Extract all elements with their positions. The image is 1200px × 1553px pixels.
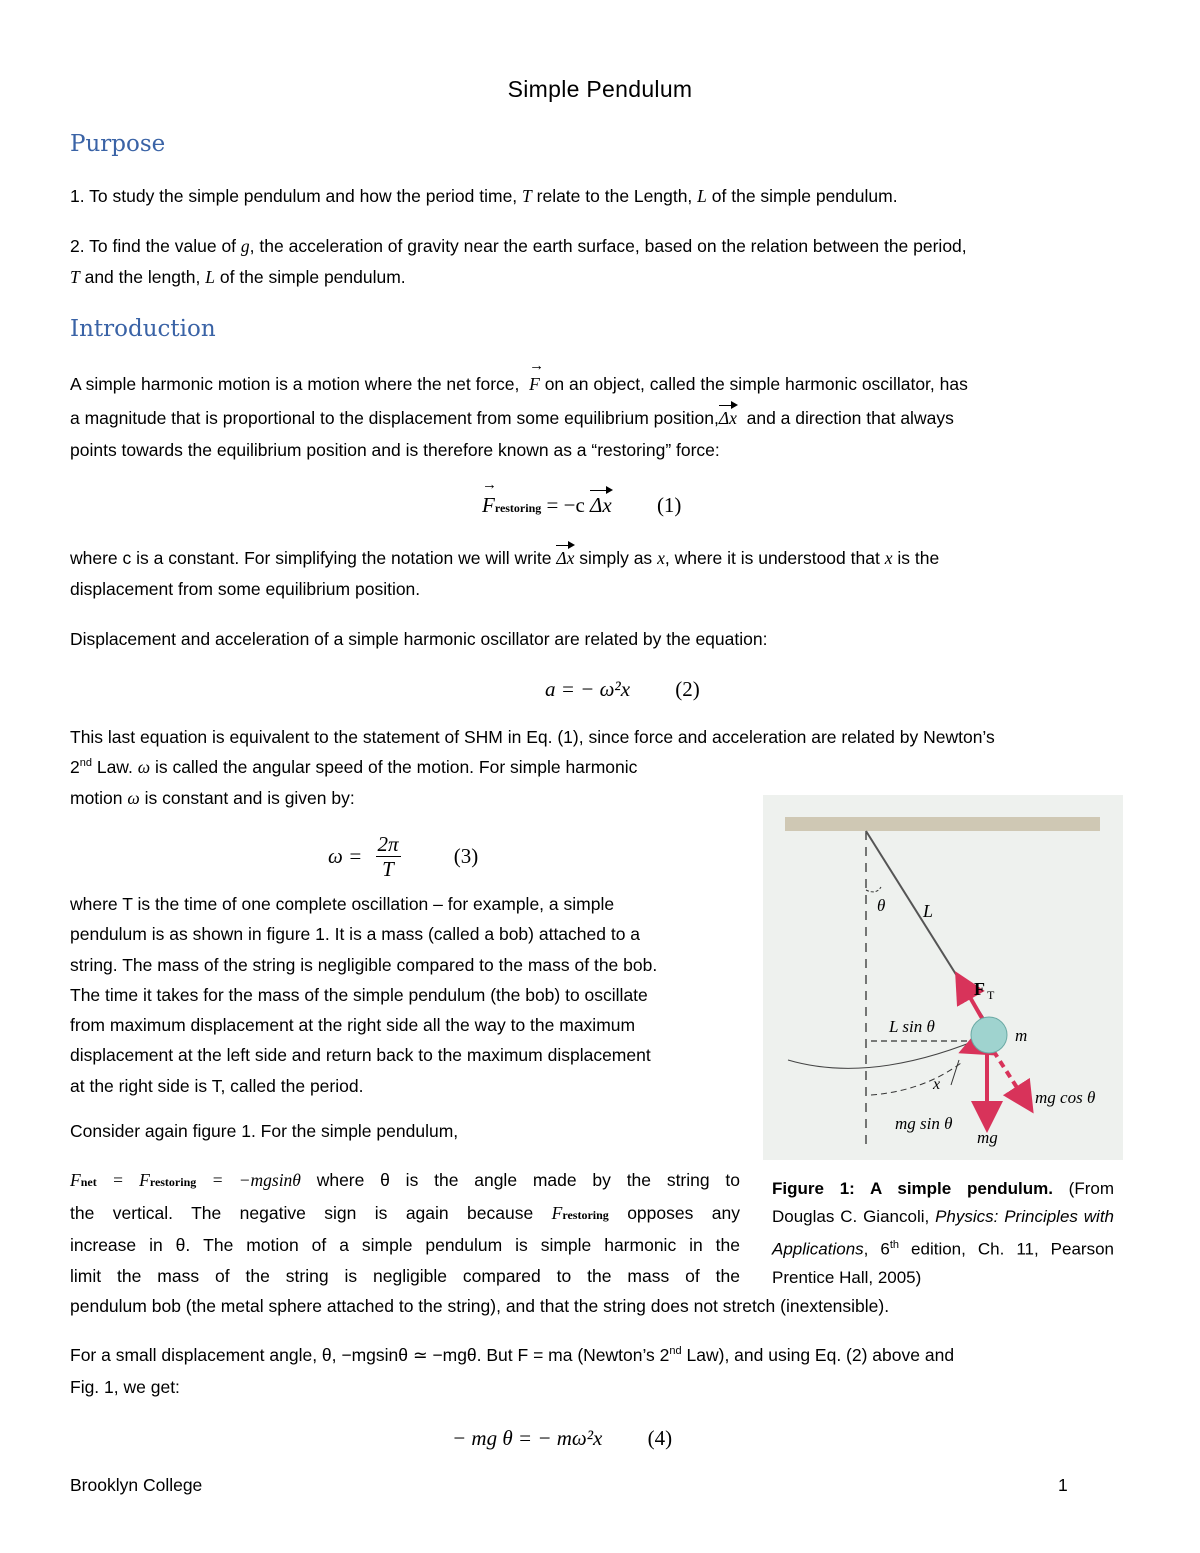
page-number: 1	[1058, 1475, 1068, 1495]
weight-label: mg	[977, 1128, 998, 1147]
intro-p1-line-1: A simple harmonic motion is a motion where the net force, → F on an object, called the simple harmonic oscillator, has	[70, 374, 968, 395]
pendulum-diagram	[763, 795, 1123, 1160]
tension-label: F	[974, 979, 985, 999]
bob	[971, 1017, 1007, 1053]
equation-4: − mg θ = − mω²x (4)	[452, 1426, 673, 1450]
pendulum-figure	[763, 795, 1123, 1160]
lsin-label: L sin θ	[889, 1017, 935, 1036]
intro-p4-line-1: This last equation is equivalent to the statement of SHM in Eq. (1), since force and acceleration are related by Newton’s	[70, 727, 995, 747]
length-label: L	[923, 901, 934, 921]
equation-1: → Frestoring = −c Δx (1)	[482, 493, 681, 518]
intro-p7-line-2: the vertical. The negative sign is again because Frestoring opposes any	[70, 1203, 740, 1223]
intro-p3: Displacement and acceleration of a simple harmonic oscillator are related by the equation:	[70, 629, 768, 649]
intro-p1-line-3: points towards the equilibrium position and is therefore known as a “restoring” force:	[70, 440, 720, 460]
footer-institution: Brooklyn College	[70, 1475, 203, 1495]
introduction-heading: Introduction	[70, 316, 216, 342]
intro-p6: Consider again figure 1. For the simple pendulum,	[70, 1121, 459, 1141]
intro-p1-line-2: a magnitude that is proportional to the displacement from some equilibrium position,Δx and a direction that always	[70, 408, 954, 428]
intro-p2-line-2: displacement from some equilibrium position.	[70, 579, 421, 599]
intro-p7-line-5: pendulum bob (the metal sphere attached to the string), and that the string does not stretch (inextensible).	[70, 1296, 890, 1316]
x-label: x	[933, 1076, 941, 1093]
ceiling	[785, 817, 1100, 831]
equation-2: a = − ω²x (2)	[545, 677, 700, 701]
equation-3: ω = $\frac{2\pi}{T}$ (3)	[328, 832, 479, 881]
mgsin-label: mg sin θ	[895, 1114, 953, 1133]
intro-p5: where T is the time of one complete oscillation – for example, a simple pendulum is as shown in figure 1. It is a mass (called a bob) attached to a string. The mass of the string is negligible compared to the mass of the bob. The time it takes for the mass of the simple pendulum (the bob) to oscillate from maximum displacement at the right side all the way to the maximum displacement at the left side and return back to the maximum displacement at the right side is T, called the period.	[70, 894, 658, 1096]
intro-p4-line-3: motion ω is constant and is given by:	[70, 788, 355, 808]
intro-p7-line-3: increase in θ. The motion of a simple pendulum is simple harmonic in the	[70, 1235, 740, 1255]
mgcos-label: mg cos θ	[1035, 1088, 1096, 1107]
intro-p4-line-2: 2nd Law. ω is called the angular speed of the motion. For simple harmonic	[70, 757, 638, 777]
mass-label: m	[1015, 1026, 1028, 1045]
intro-p7-line-1: Fnet = Frestoring = −mgsinθ where θ is the angle made by the string to	[70, 1170, 740, 1190]
tension-sub: T	[987, 988, 995, 1002]
figure-caption: Figure 1: A simple pendulum. (From Douglas C. Giancoli, Physics: Principles with Applications, 6th edition, Ch. 11, Pearson Prentice Hall, 2005)	[772, 1179, 1115, 1287]
intro-p7-line-4: limit the mass of the string is negligible compared to the mass of the	[70, 1266, 740, 1286]
theta-label: θ	[877, 896, 886, 915]
intro-p8-line-2: Fig. 1, we get:	[70, 1377, 180, 1397]
purpose-item-2-line-2: T and the length, L of the simple pendulum.	[70, 267, 406, 287]
purpose-item-1: 1. To study the simple pendulum and how the period time, T relate to the Length, L of the simple pendulum.	[70, 186, 898, 206]
page-title: Simple Pendulum	[507, 76, 693, 102]
purpose-heading: Purpose	[70, 131, 166, 157]
intro-p8-line-1: For a small displacement angle, θ, −mgsinθ ≃ −mgθ. But F = ma (Newton’s 2nd Law), and using Eq. (2) above and	[70, 1345, 955, 1365]
intro-p2-line-1: where c is a constant. For simplifying the notation we will write Δx simply as x, where it is understood that x is the	[70, 548, 940, 568]
purpose-item-2-line-1: 2. To find the value of g, the acceleration of gravity near the earth surface, based on the relation between the period,	[70, 236, 967, 256]
